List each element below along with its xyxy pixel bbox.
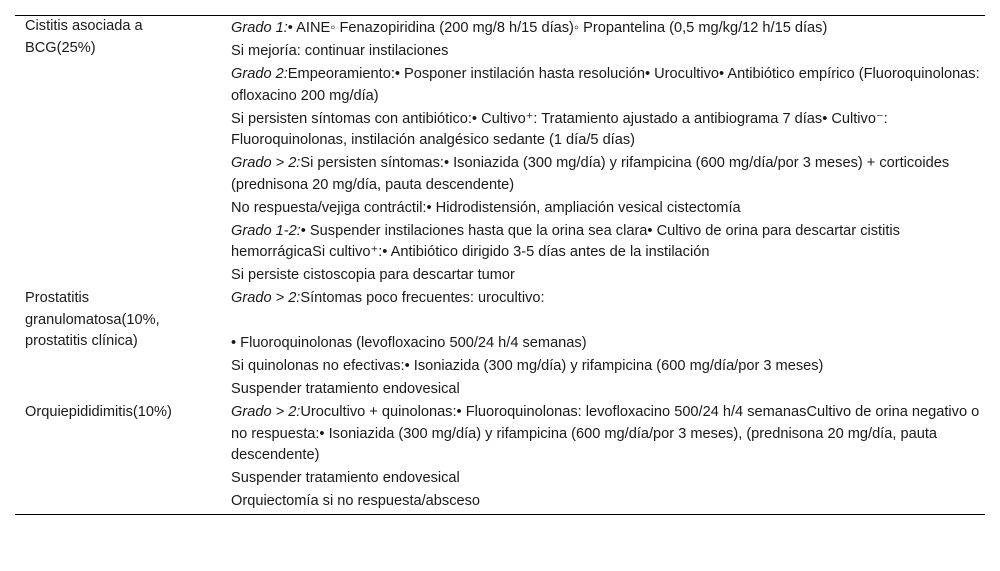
row-text: • Suspender instilaciones hasta que la orina sea clara• Cultivo de orina para descartar cistitis hemorrágicaSi cultivo⁺:• Antibiótico dirigido 3-5 días antes de la instilación: [231, 222, 900, 260]
treatment-table: [15, 15, 985, 515]
table-row: [231, 41, 981, 63]
table-row: [231, 109, 981, 152]
table-row: [231, 288, 981, 310]
row-text: Suspender tratamiento endovesical: [231, 470, 460, 486]
table-group-orquiepididimitis: [15, 402, 985, 513]
table-row: [231, 356, 981, 378]
category-label: Cistitis asociada a BCG(25%): [25, 18, 143, 56]
table-group-cistitis: [15, 16, 985, 287]
table-row: [231, 333, 981, 355]
row-text: Urocultivo + quinolonas:• Fluoroquinolonas: levofloxacino 500/24 h/4 semanasCultivo de orina negativo o no respuesta:• Isoniazida (300 mg/día) y rifampicina (600 mg/día/por 3 meses), (prednisona 20 mg/día, pauta descendente): [231, 404, 980, 463]
row-text: Si persiste cistoscopia para descartar tumor: [231, 267, 515, 283]
table-row: [231, 468, 981, 490]
row-text: Si persisten síntomas con antibiótico:• Cultivo⁺: Tratamiento ajustado a antibiograma 7 días• Cultivo⁻: Fluoroquinolonas, instilación analgésico sedante (1 día/5 días): [231, 110, 888, 148]
row-text: Síntomas poco frecuentes: urocultivo:: [300, 290, 545, 306]
grade-label: Grado > 2:: [231, 155, 301, 171]
table-row: [231, 265, 981, 287]
row-text: • Fluoroquinolonas (levofloxacino 500/24 h/4 semanas): [231, 335, 587, 351]
category-label: Orquiepididimitis(10%): [25, 404, 172, 420]
table-row: [231, 379, 981, 401]
table-row: [231, 153, 981, 196]
table-row: [231, 221, 981, 264]
table-row: [231, 198, 981, 220]
row-text: Orquiectomía si no respuesta/absceso: [231, 493, 481, 509]
grade-label: Grado > 2:: [231, 404, 301, 420]
row-text: No respuesta/vejiga contráctil:• Hidrodistensión, ampliación vesical cistectomía: [231, 199, 741, 216]
grade-label: Grado 2:: [231, 66, 288, 82]
row-text: Si quinolonas no efectivas:• Isoniazida (300 mg/día) y rifampicina (600 mg/día/por 3 meses): [231, 358, 824, 374]
row-text: Suspender tratamiento endovesical: [231, 381, 460, 397]
table-row: [231, 402, 981, 467]
row-spacer: [231, 311, 981, 333]
table-row: [231, 64, 981, 107]
grade-label: Grado 1:: [231, 20, 288, 36]
table-row: [231, 491, 981, 513]
grade-label: Grado > 2:: [231, 290, 301, 306]
table-row: [231, 18, 981, 40]
row-text: • AINE◦ Fenazopiridina (200 mg/8 h/15 días)◦ Propantelina (0,5 mg/kg/12 h/15 días): [287, 20, 828, 36]
grade-label: Grado 1-2:: [231, 222, 301, 239]
row-text: Empeoramiento:• Posponer instilación hasta resolución• Urocultivo• Antibiótico empírico (Fluoroquinolonas: ofloxacino 200 mg/día): [231, 66, 980, 104]
row-text: Si persisten síntomas:• Isoniazida (300 mg/día) y rifampicina (600 mg/día/por 3 meses) + corticoides (prednisona 20 mg/día, pauta descendente): [231, 155, 950, 193]
table-group-prostatitis: [15, 288, 985, 401]
row-text: Si mejoría: continuar instilaciones: [231, 43, 449, 59]
category-label: Prostatitis granulomatosa(10%, prostatitis clínica): [25, 290, 160, 349]
